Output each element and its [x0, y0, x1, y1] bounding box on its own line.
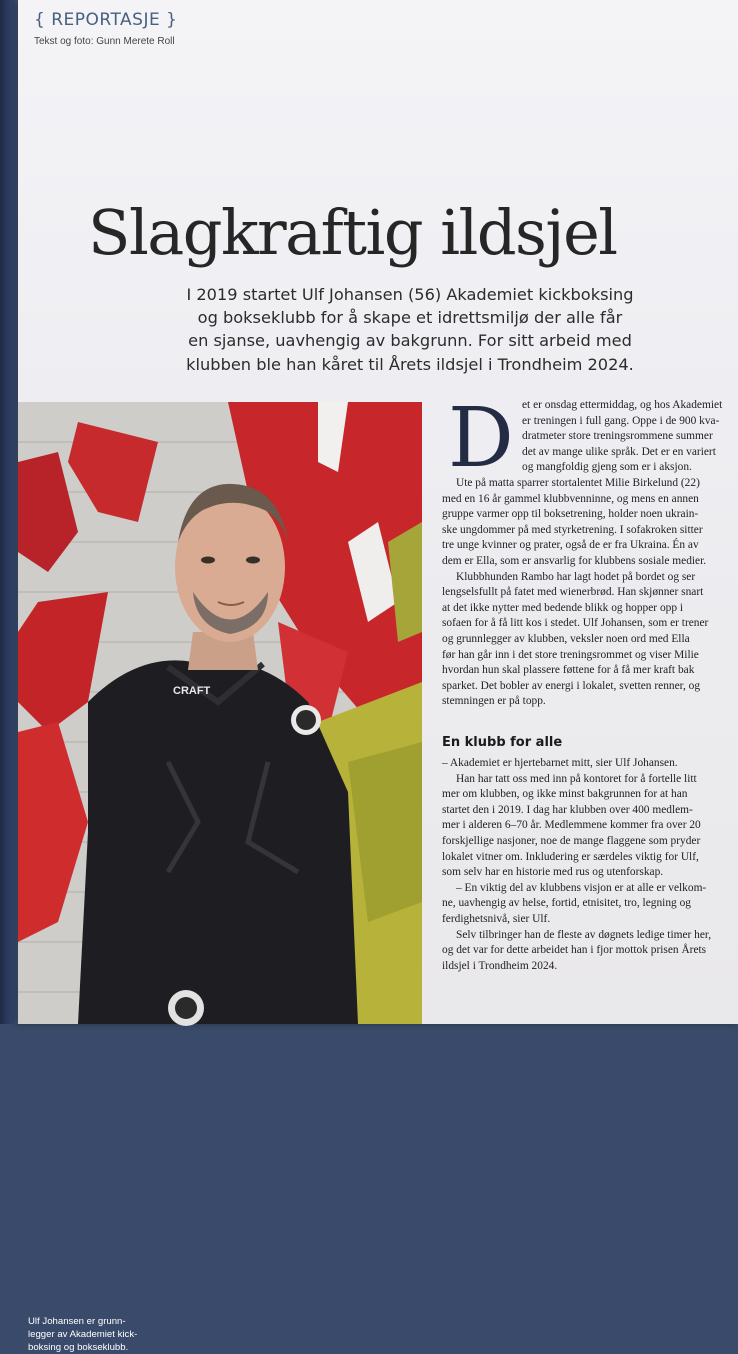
intro-paragraph: [442, 398, 738, 476]
portrait-photo-illustration: [18, 402, 422, 1024]
text-line: – Akademiet er hjertebarnet mitt, sier Ulf Johansen.: [442, 757, 678, 769]
text-line: startet den i 2019. I dag har klubben over 400 medlem-: [442, 803, 693, 816]
photo-caption: [28, 1315, 178, 1354]
text-line: dem er Ella, som er ansvarlig for klubbens sosiale medier.: [442, 554, 707, 567]
text-line: Klubbhunden Rambo har lagt hodet på bordet og ser: [456, 570, 696, 583]
article-body: [442, 391, 738, 710]
text-line: og grunnlegger av klubben, veksler noen ord med Ella: [442, 632, 690, 645]
magazine-page: [18, 0, 738, 1353]
lead-line: I 2019 startet Ulf Johansen (56) Akademiet kickboksing: [186, 285, 634, 304]
article-headline: Slagkraftig ildsjel: [88, 196, 617, 269]
quote-paragraph: [442, 756, 738, 772]
caption-line: legger av Akademiet kick-: [28, 1329, 138, 1340]
article-photo: [18, 402, 422, 1353]
text-line: dratmeter store treningsrommene summer: [522, 430, 713, 443]
text-line: stemningen er på topp.: [442, 695, 546, 708]
text-line: – En viktig del av klubbens visjon er at alle er velkom-: [456, 881, 707, 894]
text-line: ske ungdommer på med styrketrening. I sofakroken sitter: [442, 523, 703, 536]
text-line: forskjellige nasjoner, noe de mange flaggene som pryder: [442, 834, 701, 847]
section-label: { REPORTASJE }: [34, 10, 178, 30]
text-line: ildsjel i Trondheim 2024.: [442, 959, 558, 972]
text-line: at det ikke nytter med bedende blikk og hopper opp i: [442, 601, 684, 614]
text-line: lokalet vitner om. Inkludering er særdeles viktig for Ulf,: [442, 850, 699, 863]
text-line: det av mange ulike språk. Det er en variert: [522, 445, 716, 458]
body-paragraph: [442, 928, 738, 975]
lead-line: klubben ble han kåret til Årets ildsjel i Trondheim 2024.: [186, 354, 634, 374]
text-line: og det var for dette arbeidet han i fjor mottok prisen Årets: [442, 944, 707, 957]
drop-cap: D: [448, 391, 514, 486]
text-line: mer om klubben, og ikke minst bakgrunnen for at han: [442, 788, 688, 801]
body-paragraph: [442, 492, 738, 570]
text-line: gruppe varmer opp til boksetrening, holder noen ukrain-: [442, 508, 699, 521]
lead-line: en sjanse, uavhengig av bakgrunn. For sitt arbeid med: [188, 331, 632, 351]
byline-credit: Tekst og foto: Gunn Merete Roll: [34, 36, 175, 47]
text-line: Han har tatt oss med inn på kontoret for å fortelle litt: [456, 772, 697, 785]
text-line: før han går inn i det store treningsrommet og viser Milie: [442, 648, 699, 661]
text-line: er treningen i full gang. Oppe i de 900 kva-: [522, 414, 720, 427]
text-line: mer i alderen 6–70 år. Medlemmene kommer fra over 20: [442, 819, 701, 832]
quote-paragraph: [442, 881, 738, 928]
text-line: sparket. Det bobler av energi i lokalet, svetten renner, og: [442, 679, 701, 692]
text-line: som selv har en historie med rus og utenforskap.: [442, 866, 664, 879]
article-body-continued: [442, 756, 738, 974]
section-subheading: En klubb for alle: [442, 735, 563, 750]
lead-line: og bokseklubb for å skape et idrettsmiljø der alle får: [197, 308, 623, 328]
body-paragraph: [442, 570, 738, 710]
article-lead: [130, 283, 690, 376]
text-line: hvordan hun skal plassere føttene for å få mer kraft bak: [442, 664, 695, 677]
text-line: ne, uavhengig av helse, fortid, etnisitet, tro, legning og: [442, 897, 691, 910]
jacket-brand-text: CRAFT: [173, 685, 211, 697]
text-line: og mangfoldig gjeng som er i aksjon.: [522, 461, 692, 474]
text-line: lengselsfullt på fatet med wienerbrød. Han skjønner snart: [442, 586, 704, 599]
caption-line: Ulf Johansen er grunn-: [28, 1316, 126, 1327]
text-line: sofaen for å få litt kos i stedet. Ulf Johansen, som er trener: [442, 617, 709, 630]
text-line: ferdighetsnivå, sier Ulf.: [442, 912, 551, 925]
text-line: med en 16 år gammel klubbvenninne, og mens en annen: [442, 492, 699, 505]
body-paragraph: [442, 476, 738, 492]
text-line: tre unge kvinner og prater, også de er fra Ukraina. Én av: [442, 539, 699, 552]
text-line: et er onsdag ettermiddag, og hos Akademiet: [522, 399, 723, 411]
caption-line: boksing og bokseklubb.: [28, 1342, 129, 1353]
text-line: Ute på matta sparrer stortalentet Milie Birkelund (22): [456, 476, 700, 489]
text-line: Selv tilbringer han de fleste av døgnets ledige timer her,: [456, 928, 712, 941]
body-paragraph: [442, 772, 738, 881]
